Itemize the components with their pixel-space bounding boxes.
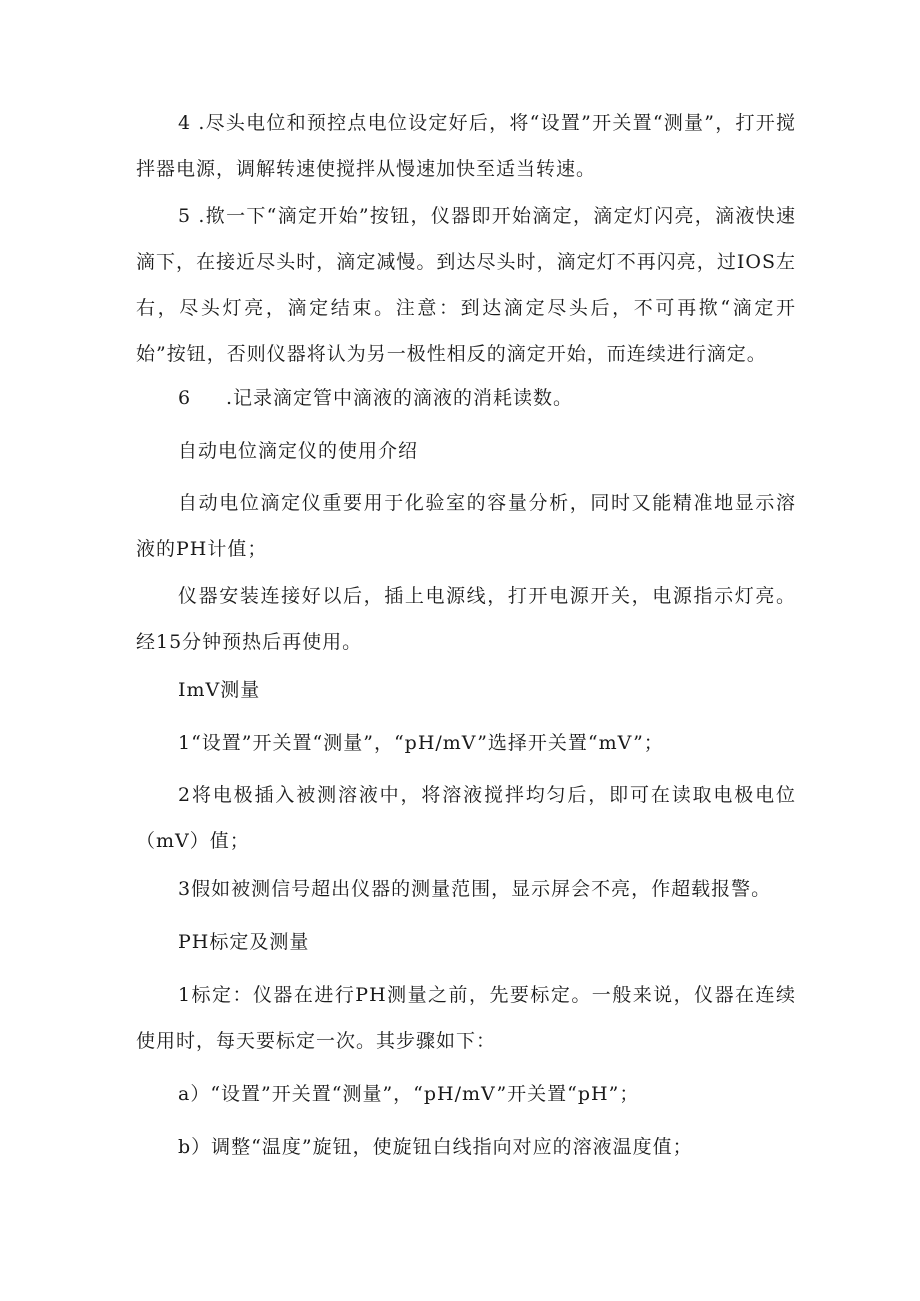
paragraph-install: 仪器安装连接好以后，插上电源线，打开电源开关，电源指示灯亮。经15分钟预热后再使用。 (136, 585, 796, 653)
paragraph-step-4: 4 .尽头电位和预控点电位设定好后，将“设置”开关置“测量”，打开搅拌器电源，调解转速使搅拌从慢速加快至适当转速。 (136, 112, 796, 180)
paragraph-step-6 (178, 375, 573, 421)
step-6-text: .记录滴定管中滴液的滴液的消耗读数。 (226, 387, 574, 409)
mv-step-3: 3假如被测信号超出仪器的测量范围，显示屏会不亮，作超载报警。 (178, 878, 772, 900)
ph-step-1: 1标定：仪器在进行PH测量之前，先要标定。一般来说，仪器在连续使用时，每天要标定一次。其步骤如下： (136, 984, 796, 1052)
section-title-ph: PH标定及测量 (178, 931, 310, 953)
paragraph-step-5: 5 .揿一下“滴定开始”按钮，仪器即开始滴定，滴定灯闪亮，滴液快速滴下，在接近尽头时，滴定减慢。到达尽头时，滴定灯不再闪亮，过IOS左右，尽头灯亮，滴定结束。注意：到达滴定尽头后，不可再揿“滴定开始”按钮，否则仪器将认为另一极性相反的滴定开始，而连续进行滴定。 (136, 205, 796, 365)
step-6-number: 6 (178, 387, 192, 409)
ph-step-a: a）“设置”开关置“测量”，“pH/mV”开关置“pH”； (178, 1083, 640, 1105)
paragraph-intro: 自动电位滴定仪重要用于化验室的容量分析，同时又能精准地显示溶液的PH计值； (136, 492, 796, 560)
mv-step-2: 2将电极插入被测溶液中，将溶液搅拌均匀后，即可在读取电极电位（mV）值； (136, 784, 796, 852)
mv-step-1: 1“设置”开关置“测量”，“pH/mV”选择开关置“mV”； (178, 732, 664, 754)
section-title-mv: ImV测量 (178, 679, 261, 701)
ph-step-b: b）调整“温度”旋钮，使旋钮白线指向对应的溶液温度值； (178, 1136, 693, 1158)
section-title-intro: 自动电位滴定仪的使用介绍 (178, 440, 419, 462)
